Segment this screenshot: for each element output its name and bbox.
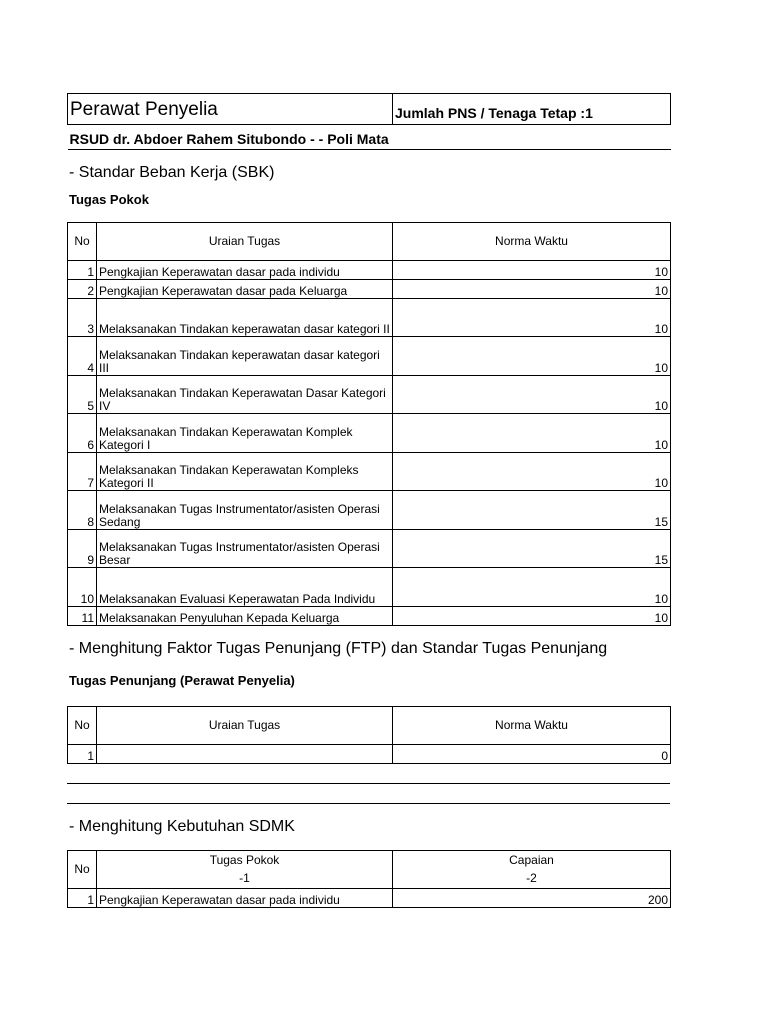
col-capaian xyxy=(393,851,671,889)
row-uraian: Pengkajian Keperawatan dasar pada individu xyxy=(97,261,393,280)
table-row xyxy=(68,261,671,280)
page-title: Perawat Penyelia xyxy=(68,94,393,125)
tugas-penunjang-label: Tugas Penunjang (Perawat Penyelia) xyxy=(69,673,295,688)
row-uraian: Melaksanakan Tindakan keperawatan dasar kategori III xyxy=(97,337,393,376)
unit-label: RSUD dr. Abdoer Rahem Situbondo - - Poli Mata xyxy=(68,125,671,150)
row-norma: 10 xyxy=(393,568,671,607)
row-no: 5 xyxy=(68,376,97,414)
row-no: 1 xyxy=(68,745,97,764)
row-no: 8 xyxy=(68,491,97,530)
sdmk-heading: - Menghitung Kebutuhan SDMK xyxy=(69,818,295,835)
table-row xyxy=(68,280,671,299)
table-row xyxy=(68,491,671,530)
col-uraian: Uraian Tugas xyxy=(97,223,393,261)
row-no: 2 xyxy=(68,280,97,299)
row-norma: 10 xyxy=(393,299,671,337)
tugas-pokok-label: Tugas Pokok xyxy=(69,192,149,207)
col-tugas-label: Tugas Pokok xyxy=(209,853,280,867)
table-row xyxy=(68,889,671,908)
row-no: 1 xyxy=(68,889,97,908)
col-norma: Norma Waktu xyxy=(393,707,671,745)
row-norma: 10 xyxy=(393,453,671,491)
table-row xyxy=(68,337,671,376)
sbk-heading: - Standar Beban Kerja (SBK) xyxy=(69,164,275,181)
row-no: 11 xyxy=(68,607,97,626)
col-no: No xyxy=(68,707,97,745)
row-norma: 10 xyxy=(393,261,671,280)
row-no: 7 xyxy=(68,453,97,491)
blank-row xyxy=(67,784,670,804)
col-capaian-sub: -2 xyxy=(526,871,537,885)
row-norma: 10 xyxy=(393,414,671,453)
row-uraian: Pengkajian Keperawatan dasar pada individu xyxy=(97,889,393,908)
table-row xyxy=(68,530,671,568)
table-row xyxy=(68,299,671,337)
col-tugas-pokok xyxy=(97,851,393,889)
table-row xyxy=(68,568,671,607)
row-no: 4 xyxy=(68,337,97,376)
col-no: No xyxy=(68,851,97,889)
row-norma: 10 xyxy=(393,280,671,299)
row-uraian: Melaksanakan Tindakan Keperawatan Dasar Kategori IV xyxy=(97,376,393,414)
row-uraian: Melaksanakan Tindakan keperawatan dasar kategori II xyxy=(97,299,393,337)
row-capaian: 200 xyxy=(393,889,671,908)
row-uraian xyxy=(97,745,393,764)
sdmk-table xyxy=(67,850,671,908)
row-uraian: Melaksanakan Evaluasi Keperawatan Pada Individu xyxy=(97,568,393,607)
col-tugas-sub: -1 xyxy=(239,871,250,885)
col-uraian: Uraian Tugas xyxy=(97,707,393,745)
row-norma: 15 xyxy=(393,530,671,568)
row-uraian: Melaksanakan Tugas Instrumentator/asisten Operasi Sedang xyxy=(97,491,393,530)
blank-row xyxy=(67,764,670,784)
row-norma: 0 xyxy=(393,745,671,764)
table-row xyxy=(68,453,671,491)
row-norma: 15 xyxy=(393,491,671,530)
table-row xyxy=(68,607,671,626)
sbk-table xyxy=(67,222,671,626)
row-uraian: Melaksanakan Tindakan Keperawatan Kompleks Kategori II xyxy=(97,453,393,491)
row-no: 3 xyxy=(68,299,97,337)
table-row xyxy=(68,414,671,453)
row-no: 9 xyxy=(68,530,97,568)
col-capaian-label: Capaian xyxy=(509,853,554,867)
row-uraian: Melaksanakan Penyuluhan Kepada Keluarga xyxy=(97,607,393,626)
col-norma: Norma Waktu xyxy=(393,223,671,261)
ftp-heading: - Menghitung Faktor Tugas Penunjang (FTP) dan Standar Tugas Penunjang xyxy=(69,640,608,657)
row-norma: 10 xyxy=(393,376,671,414)
row-uraian: Melaksanakan Tugas Instrumentator/asisten Operasi Besar xyxy=(97,530,393,568)
worksheet xyxy=(67,93,670,908)
col-no: No xyxy=(68,223,97,261)
row-no: 6 xyxy=(68,414,97,453)
table-row xyxy=(68,376,671,414)
row-no: 10 xyxy=(68,568,97,607)
ftp-table xyxy=(67,706,671,764)
row-norma: 10 xyxy=(393,607,671,626)
jumlah-pns: Jumlah PNS / Tenaga Tetap :1 xyxy=(393,94,671,125)
row-norma: 10 xyxy=(393,337,671,376)
header-table xyxy=(67,93,671,150)
row-no: 1 xyxy=(68,261,97,280)
row-uraian: Pengkajian Keperawatan dasar pada Keluarga xyxy=(97,280,393,299)
table-row xyxy=(68,745,671,764)
row-uraian: Melaksanakan Tindakan Keperawatan Komplek Kategori I xyxy=(97,414,393,453)
